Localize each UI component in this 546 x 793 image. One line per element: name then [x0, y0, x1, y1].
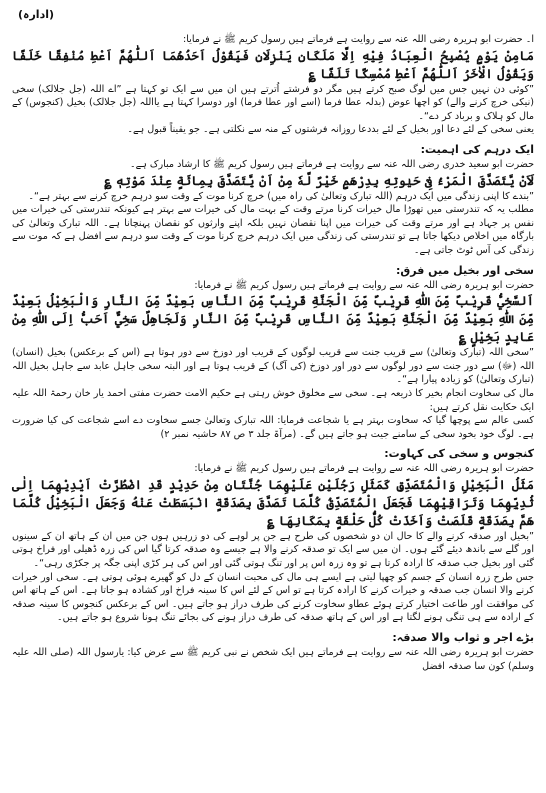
section-best-charity	[12, 629, 534, 673]
arabic-hadith-text: مَثَلُ الْبَخِيْلِ وَالْمُتَصَدِّقِ كَمَثَلِ رَجُلَيْنِ عَلَيْهِمَا جُنَّتَانِ مِنْ حَدِيْدٍ قَدِ اضْطُرَّتْ اَيْدِيْهِمَا اِلٰى ثُدِيِّهِمَا وَتَرَاقِيْهِمَا فَجَعَلَ الْمُتَصَدِّقُ كُلَّمَا تَصَدَّقَ بِصَدَقَةٍ انْبَسَطَتْ عَنْهُ وَجَعَلَ الْبَخِيْلُ كُلَّمَا هَمَّ بِصَدَقَةٍ قَلَصَتْ وَاَخَذَتْ كُلُّ حَلْقَةٍ بِمَكَانِهَا ؏	[12, 476, 534, 528]
hadith-translation: ”بندے کا اپنی زندگی میں ایک درہم (اللہ تبارک وتعالیٰ کی راہ میں) خرچ کرنا موت کے وقت سو درہم خرچ کرنے سے بہتر ہے“۔	[28, 190, 534, 202]
arabic-hadith-text: لَاَنْ يَّتَصَدَّقَ الْمَرْءُ فِىْ حَيٰوتِهِ بِدِرْهَمٍ خَيْرٌ لَّهٗ مِنْ اَنْ يَّتَصَدَّقَ بِمِائَةٍ عِنْدَ مَوْتِهٖ ؏	[104, 172, 534, 188]
hadith-intro: حضرت ابو ہریرہ رضی اللہ عنہ سے روایت ہے فرماتے ہیں ایک شخص نے نبی کریم ﷺ سے عرض کیا: یارسول اللہ (صلی اللہ علیہ وسلم) کون سا صدقہ افضل	[12, 647, 534, 672]
arabic-hadith-text: اَلسَّخِيُّ قَرِيْبٌ مِّنَ اللّٰهِ قَرِيْبٌ مِّنَ الْجَنَّةِ قَرِيْبٌ مِّنَ النَّاسِ بَعِيْدٌ مِّنَ النَّارِ وَالْبَخِيْلُ بَعِيْدٌ مِّنَ اللّٰهِ بَعِيْدٌ مِّنَ الْجَنَّةِ بَعِيْدٌ مِّنَ النَّاسِ قَرِيْبٌ مِّنَ النَّارِ وَلَجَاهِلٌ سَخِيٌّ اَحَبُّ اِلَى اللّٰهِ مِنْ عَابِدٍ بَخِيْلٍ ؏	[12, 293, 534, 345]
hadith-intro: حضرت ابو ہریرہ رضی اللہ عنہ سے روایت ہے فرماتے ہیں رسول کریم ﷺ نے فرمایا:	[194, 463, 534, 475]
hadith-explanation: یعنی سخی کے لئے دعا اور بخیل کے لئے بددعا روزانہ فرشتوں کے منہ سے نکلتی ہے۔ جو یقیناً قبول ہے۔	[127, 124, 534, 136]
hadith-explanation: مطلب یہ کہ تندرستی میں تھوڑا مال خیرات کرنا مرتے وقت کے بہت مال کی خیرات سے بہتر ہے کیونکہ تندرستی کی خیرات میں نفس پر جہاد ہے اور مرتے وقت کی خیرات میں اپنا نقصان نہیں بلکہ اپنے وارثوں کو نقصان پہنچانا ہے۔ اللہ تبارک وتعالیٰ کی بارگاہ میں اخلاص دیکھا جاتا ہے تو تندرستی کی زندگی میں ایک درہم خرچ کرنا موت کے وقت سو درہم سے افضل ہے کہ موت سے زندگی کی آس ٹوٹ جاتی ہے۔	[12, 204, 534, 256]
section-heading: ایک درہم کی اہمیت:	[420, 142, 534, 156]
section-heading: کنجوس و سخی کی کہاوت:	[384, 447, 534, 461]
section-heading: بڑے اجر و ثواب والا صدقہ:	[392, 631, 534, 645]
hadith-translation: ”کوئی دن نہیں جس میں لوگ صبح کرتے ہیں مگر دو فرشتے اُترتے ہیں ان میں سے ایک تو کہتا ہے ”اے اللہ (جل جلالک) سخی (نیکی خرچ کرنے والے) کو اچھا عوض (بدلہ عطا فرما (اسے اور عطا فرما) اور دوسرا کہتا ہے یااللہ (جل جلالک) بخیل (کنجوس) کے مال کو ہلاک و برباد کر دے“۔	[12, 83, 534, 122]
hadith-intro: حضرت ابو سعید خدری رضی اللہ عنہ سے روایت ہے فرماتے ہیں رسول کریم ﷺ کا ارشاد مبارک ہے۔	[129, 158, 534, 170]
hadith-explanation: مال کی سخاوت انجام بخیر کا ذریعہ ہے۔ سخی سے مخلوق خوش رہتی ہے حکیم الامت حضرت مفتی احمد یار خان رحمۃ اللہ علیہ ایک حکایت نقل کرتے ہیں:	[12, 387, 534, 413]
author-tag: (ادارہ)	[18, 8, 55, 21]
hadith-explanation: جس طرح زرہ انسان کے جسم کو چھپا لیتی ہے ایسے ہی مال کی محبت انسان کے دل کو گھیرے ہوئی ہوتی ہے۔ سخی اور خیرات کرنے والا انسان جب صدقہ و خیرات کرنے کا ارادہ کرتا ہے تو اس کے لئے اس کا سینہ فراخ اور کشادہ ہو جاتا ہے۔ اس کے ہاتھ اس کی موافقت اور طاعت اختیار کرتے ہوئے عطاو سخاوت کرنے کی طرف دراز ہو جاتے ہیں۔ اس کے برعکس کنجوس کا سینہ صدقہ کے ارادہ سے ہی تنگی ہونے لگتا ہے اور اس کے ہاتھ صدقہ کی طرف دراز ہونے کی بجائے تنگ ہونا شروع ہو جاتے ہیں۔	[12, 571, 534, 624]
hadith-intro: حضرت ابو ہریرہ رضی اللہ عنہ سے روایت ہے فرماتے ہیں رسول کریم ﷺ نے فرمایا:	[194, 279, 534, 291]
section-generosity-hadith	[12, 33, 534, 137]
section-generous-vs-miser	[12, 262, 534, 442]
hadith-translation: ”بخیل اور صدقہ کرنے والے کا حال ان دو شخصوں کی طرح ہے جن پر لوہے کی دو زرہیں ہوں جن میں ان کے ہاتھ ان کے سینوں اور گلے سے باندھ دیئے گئے ہوں۔ ان میں سے ایک تو صدقہ کرنے والا ہے جیسے وہ صدقہ کرتا گیا اس کی زرہ ڈھیلی اور فراخ ہوتی گئی اور بخیل جب صدقہ کا ارادہ کرتا ہے تو وہ زرہ اس پر اور تنگ ہوتی گئی اور اس کی ہر کڑی اپنی جگہ پر جکڑی رہی“۔	[12, 530, 534, 570]
section-heading: سخی اور بخیل میں فرق:	[396, 263, 534, 277]
hadith-intro: ا۔ حضرت ابو ہریرہ رضی اللہ عنہ سے روایت ہے فرماتے ہیں رسول کریم ﷺ نے فرمایا:	[183, 34, 534, 45]
section-one-dirham	[12, 141, 534, 258]
hadith-anecdote: کسی عالم سے پوچھا گیا کہ سخاوت بہتر ہے یا شجاعت فرمایا: اللہ تبارک وتعالیٰ جسے سخاوت دے اسے شجاعت کی کیا ضرورت ہے۔ لوگ خود بخود سخی کے سامنے جیت ہو جاتے ہیں گے۔ (مرآۃ جلد ۳ ص ۸۷ حاشیہ نمبر ۲)	[12, 415, 534, 440]
section-parable	[12, 445, 534, 625]
arabic-hadith-text: مَامِنْ يَوْمٍ يُصْبِحُ الْعِبَادُ فِيْهِ اِلَّا مَلَكَانِ يَنْزِلَانِ فَيَقُوْلُ اَحَدُهُمَا اَللّٰهُمَّ اَعْطِ مُنْفِقًا خَلَفًا وَيَقُوْلُ الْاٰخَرُ اَللّٰهُمَّ اَعْطِ مُمْسِكًا تَلَفًا ؏	[12, 47, 534, 81]
hadith-translation: ”سخی اللہ (تبارک وتعالیٰ) سے قریب جنت سے قریب لوگوں کے قریب اور دوزخ سے دور ہوتا ہے (اس کے برعکس) بخیل (انسان) اللہ (ﷻ) سے دور جنت سے دور لوگوں سے دور اور دوزخ (کی آگ) کے قریب ہوتا ہے اور البتہ سخی جاہل عابد سے جاہل بخیل اللہ (تبارک وتعالیٰ) کو زیادہ پیارا ہے“۔	[12, 347, 534, 386]
